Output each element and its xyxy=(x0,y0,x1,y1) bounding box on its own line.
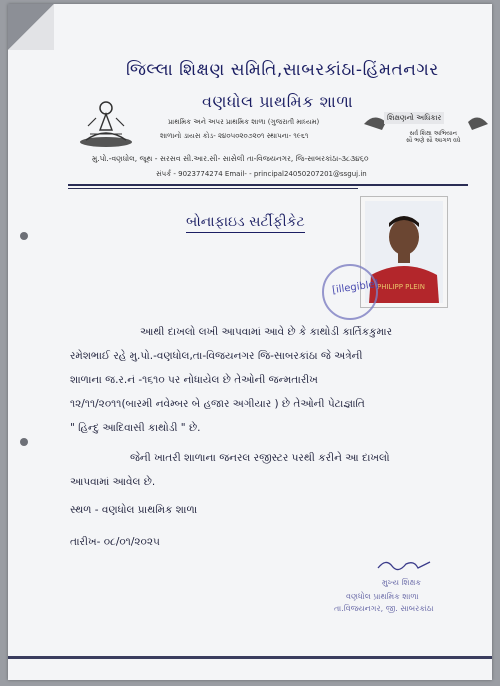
goddess-saraswati-logo-icon xyxy=(78,96,134,148)
ssa-line2: સૌ ભણે સૌ આગળ વધે xyxy=(406,137,461,144)
certificate-title: બોનાફાઇડ સર્ટીફીકેટ xyxy=(186,214,305,233)
school-medium-line: પ્રાથમિક અને અપર પ્રાથમિક શાળા (ગુજરાતી માધ્યમ) xyxy=(168,118,320,126)
place-line: સ્થળ - વણધોલ પ્રાથમિક શાળા xyxy=(70,504,198,516)
punch-hole xyxy=(20,232,28,240)
header-divider-thin xyxy=(68,188,358,189)
contact-line: સંપર્ક - 9023774274 Email- - principal24050207201@ssguj.in xyxy=(156,170,367,178)
page-fold xyxy=(8,4,54,50)
body-line-1: આથી દાખલો લખી આપવામાં આવે છે કે કાથોડી કાર્તિકકુમાર xyxy=(140,326,393,338)
address-line: મુ.પો.-વણધોલ, જૂથ - સરસવ સી.આર.સી- સાસેલી તા-વિજયનગર, જિ-સાબરકાંઠા-૩૮૩૪૬૦ xyxy=(92,154,369,163)
body-line-6: જેની ખાતરી શાળાના જનરલ રજીસ્ટર પરથી કરીને આ દાખલો xyxy=(130,452,390,464)
school-heading: વણધોલ પ્રાથમિક શાળા xyxy=(202,92,354,111)
punch-hole xyxy=(20,438,28,446)
body-line-5: " હિન્દુ આદિવાસી કાથોડી " છે. xyxy=(70,422,201,434)
principal-signature xyxy=(376,556,432,574)
stamp-mark: [illegible] xyxy=(331,278,380,297)
header-divider xyxy=(68,184,468,186)
date-line: તારીખ- ૦૮/૦૧/૨૦૨૫ xyxy=(70,536,160,548)
dise-code-line: શાળાનો ડાયસ કોડ- ૨૪૦૫૦૨૦૭૨૦૧ સ્થાપના- ૧૯૬૧ xyxy=(160,132,309,140)
body-line-4: ૧૨/૧૧/૨૦૧૧(બારમી નવેમ્બર બે હજાર અગીયાર ) છે તેઓની પેટાજ્ઞાતિ xyxy=(70,398,365,410)
signatory-school: વણધોલ પ્રાથમિક શાળા xyxy=(346,592,419,601)
body-line-3: શાળાના જ.ર.નં -૧૬૧૦ પર નોધાયેલ છે તેઓની જન્મતારીખ xyxy=(70,374,318,386)
ssa-caption xyxy=(406,130,461,144)
page-bottom-edge xyxy=(8,656,492,659)
body-line-7: આપવામાં આવેલ છે. xyxy=(70,476,156,488)
svg-text:PHILIPP PLEIN: PHILIPP PLEIN xyxy=(377,283,426,291)
ssa-line1: સર્વ શિક્ષા અભિયાન xyxy=(409,130,458,137)
certificate-page xyxy=(8,4,492,680)
rte-badge: શિક્ષણનો અધિકાર xyxy=(384,112,444,124)
signatory-role: મુખ્ય શિક્ષક xyxy=(382,578,422,587)
committee-heading: જિલ્લા શિક્ષણ સમિતિ,સાબરકાંઠા-હિંમતનગર xyxy=(126,60,439,80)
signatory-taluka: તા.વિજયનગર, જી. સાબરકાંઠા xyxy=(334,604,434,613)
body-line-2: રમેશભાઈ રહે મુ.પો.-વણધોલ,તા-વિજયનગર જિ-સાબરકાંઠા જે અત્રેની xyxy=(70,350,363,362)
